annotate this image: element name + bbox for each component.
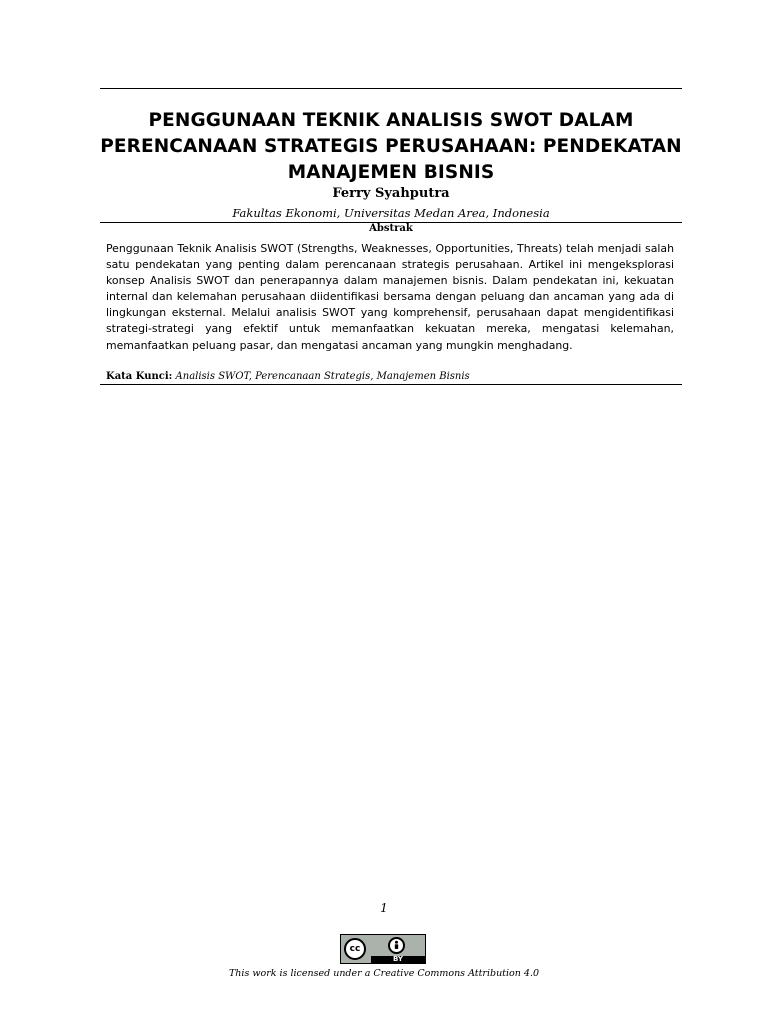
- title-line: PERENCANAAN STRATEGIS PERUSAHAAN: PENDEKATAN: [100, 136, 682, 157]
- keywords-label: Kata Kunci:: [106, 371, 173, 382]
- author-name: Ferry Syahputra: [332, 186, 450, 201]
- creative-commons-by-icon[interactable]: [340, 934, 426, 964]
- abstract-bottom-rule: [100, 384, 682, 385]
- attribution-person-icon: [388, 937, 405, 954]
- title-line: MANAJEMEN BISNIS: [287, 162, 495, 183]
- license-notice: This work is licensed under a Creative Commons Attribution 4.0: [228, 968, 540, 979]
- abstract-heading: Abstrak: [369, 223, 413, 234]
- keywords-values: Analisis SWOT, Perencanaan Strategis, Manajemen Bisnis: [175, 371, 470, 382]
- cc-logo-icon: cc: [344, 938, 366, 960]
- author-affiliation: Fakultas Ekonomi, Universitas Medan Area, Indonesia: [232, 206, 550, 220]
- article-title: [100, 108, 682, 186]
- page-number: 1: [380, 901, 388, 915]
- abstract-body: Penggunaan Teknik Analisis SWOT (Strengths, Weaknesses, Opportunities, Threats) telah menjadi salah satu pendekatan yang penting dalam perencanaan strategis perusahaan. Artikel ini mengeksplorasi konsep Analisis SWOT dan penerapannya dalam manajemen bisnis. Dalam pendekatan ini, kekuatan internal dan kelemahan perusahaan diidentifikasi bersama dengan peluang dan ancaman yang ada di lingkungan eksternal. Melalui analisis SWOT yang komprehensif, perusahaan dapat mengidentifikasi strategi-strategi yang efektif untuk memanfaatkan kekuatan mereka, mengatasi kelemahan, memanfaatkan peluang pasar, dan mengatasi ancaman yang mungkin menghadang.: [106, 242, 674, 352]
- title-line: PENGGUNAAN TEKNIK ANALISIS SWOT DALAM: [148, 110, 634, 131]
- top-rule: [100, 88, 682, 89]
- keywords-line: [106, 370, 676, 384]
- cc-by-label: BY: [392, 955, 404, 963]
